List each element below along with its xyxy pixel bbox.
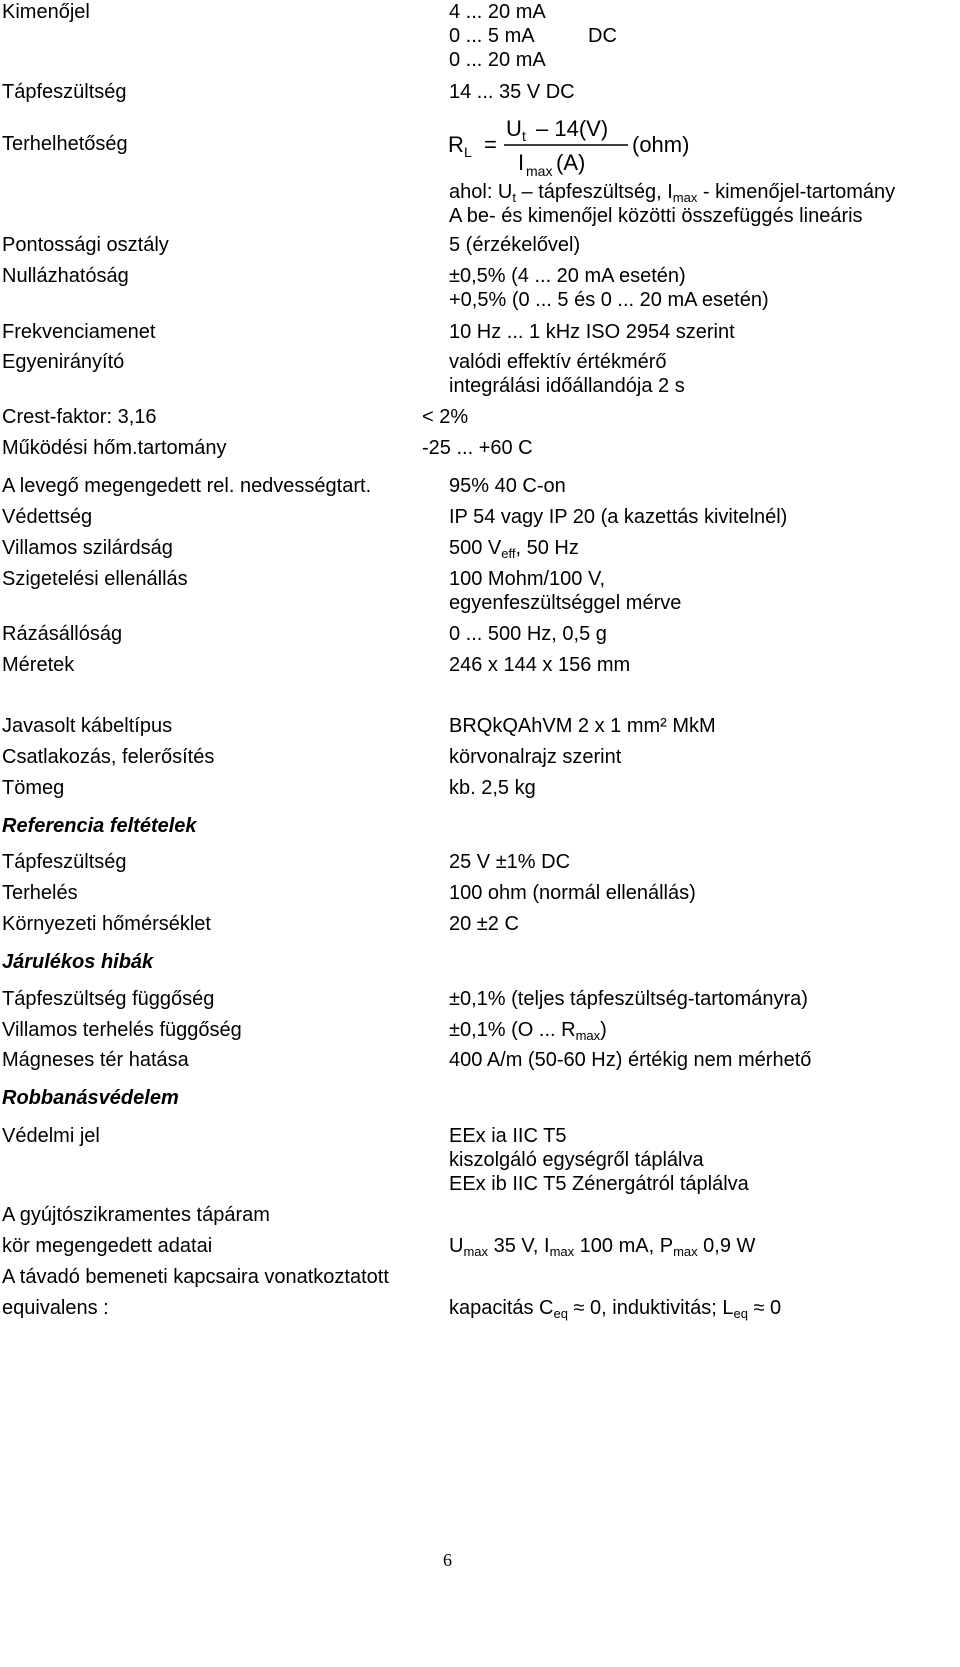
ref-temp-label: Környezeti hőmérséklet xyxy=(2,913,211,935)
formula-unit: (ohm) xyxy=(632,132,690,157)
load-note-2: A be- és kimenőjel közötti összefüggés lineáris xyxy=(449,205,863,227)
protection-mark-value-1: EEx ia IIC T5 xyxy=(449,1125,567,1147)
dielectric-strength-label: Villamos szilárdság xyxy=(2,537,173,559)
protection-mark-label: Védelmi jel xyxy=(2,1125,100,1147)
dielectric-strength-value: 500 $V_{eff}$, 50 Hz xyxy=(449,537,579,561)
explosion-protection-heading: Robbanásvédelem xyxy=(2,1087,179,1109)
formula-num-rest: – 14(V) xyxy=(536,116,609,141)
accuracy-class-label: Pontossági osztály xyxy=(2,234,169,256)
dimensions-label: Méretek xyxy=(2,654,75,676)
zeroing-value-2: +0,5% (0 ... 5 és 0 ... 20 mA esetén) xyxy=(449,289,769,311)
intrinsic-safety-label-2: kör megengedett adatai xyxy=(2,1235,213,1257)
load-dependency-value: ±0,1% (O ... $R_{max}$) xyxy=(449,1019,607,1043)
formula-lhs: R xyxy=(448,132,464,157)
page-number: 6 xyxy=(443,1550,452,1570)
formula-eq: = xyxy=(484,132,497,157)
ref-load-label: Terhelés xyxy=(2,882,78,904)
load-note-1: ahol: $U_t$ – tápfeszültség, $I_{max}$ - kimenőjel-tartomány xyxy=(449,181,896,205)
output-signal-value-2: 0 ... 5 mA xyxy=(449,25,535,47)
rectifier-value-2: integrálási időállandója 2 s xyxy=(449,375,685,397)
load-dependency-label: Villamos terhelés függőség xyxy=(2,1019,242,1041)
magnetic-field-label: Mágneses tér hatása xyxy=(2,1049,189,1071)
intrinsic-safety-value: $U_{max}$ 35 V, $I_{max}$ 100 mA, $P_{max}$ 0,9 W xyxy=(449,1235,756,1259)
equivalent-value: kapacitás $C_{eq} \approx 0$, induktivitás; $L_{eq} \approx 0$ xyxy=(449,1297,782,1321)
accuracy-class-value: 5 (érzékelővel) xyxy=(449,234,581,256)
insulation-value-1: 100 Mohm/100 V, xyxy=(449,568,606,590)
formula-num: U xyxy=(506,116,522,141)
cable-type-value: BRQkQAhVM 2 x 1 mm² MkM xyxy=(449,715,716,737)
output-signal-dc: DC xyxy=(588,25,617,47)
connection-value: körvonalrajz szerint xyxy=(449,746,622,768)
output-signal-label: Kimenőjel xyxy=(2,1,90,23)
load-capacity-label: Terhelhetőség xyxy=(2,133,128,155)
connection-label: Csatlakozás, felerősítés xyxy=(2,746,215,768)
zeroing-label: Nullázhatóság xyxy=(2,265,129,287)
protection-value: IP 54 vagy IP 20 (a kazettás kivitelnél) xyxy=(449,506,788,528)
operating-temp-value: -25 ... +60 C xyxy=(422,437,533,459)
weight-label: Tömeg xyxy=(2,777,65,799)
rectifier-value-1: valódi effektív értékmérő xyxy=(449,351,667,373)
protection-label: Védettség xyxy=(2,506,93,528)
zeroing-value-1: ±0,5% (4 ... 20 mA esetén) xyxy=(449,265,686,287)
output-signal-value-3: 0 ... 20 mA xyxy=(449,49,546,71)
additional-errors-heading: Járulékos hibák xyxy=(2,951,154,973)
ref-supply-value: 25 V ±1% DC xyxy=(449,851,571,873)
humidity-label: A levegő megengedett rel. nedvességtart. xyxy=(2,475,372,497)
intrinsic-safety-label-1: A gyújtószikramentes tápáram xyxy=(2,1204,270,1226)
transmitter-input-label: A távadó bemeneti kapcsaira vonatkoztatott xyxy=(2,1266,389,1288)
frequency-response-value: 10 Hz ... 1 kHz ISO 2954 szerint xyxy=(449,321,735,343)
supply-dependency-value: ±0,1% (teljes tápfeszültség-tartományra) xyxy=(449,988,808,1010)
insulation-label: Szigetelési ellenállás xyxy=(2,568,188,590)
ref-temp-value: 20 ±2 C xyxy=(449,913,519,935)
vibration-label: Rázásállóság xyxy=(2,623,123,645)
crest-factor-value: < 2% xyxy=(422,406,469,428)
supply-dependency-label: Tápfeszültség függőség xyxy=(2,988,215,1010)
cable-type-label: Javasolt kábeltípus xyxy=(2,715,173,737)
humidity-value: 95% 40 C-on xyxy=(449,475,566,497)
supply-voltage-label: Tápfeszültség xyxy=(2,81,127,103)
magnetic-field-value: 400 A/m (50-60 Hz) értékig nem mérhető xyxy=(449,1049,812,1071)
protection-mark-value-3: EEx ib IIC T5 Zénergátról táplálva xyxy=(449,1173,749,1195)
frequency-response-label: Frekvenciamenet xyxy=(2,321,156,343)
rectifier-label: Egyenirányító xyxy=(2,351,125,373)
ref-load-value: 100 ohm (normál ellenállás) xyxy=(449,882,696,904)
insulation-value-2: egyenfeszültséggel mérve xyxy=(449,592,682,614)
equivalent-label: equivalens : xyxy=(2,1297,109,1319)
reference-conditions-heading: Referencia feltételek xyxy=(2,815,197,837)
load-resistance-formula xyxy=(446,116,706,182)
crest-factor-label: Crest-faktor: 3,16 xyxy=(2,406,157,428)
formula-lhs-sub: L xyxy=(464,144,472,160)
formula-num-sub: t xyxy=(522,128,526,144)
supply-voltage-value: 14 ... 35 V DC xyxy=(449,81,575,103)
operating-temp-label: Működési hőm.tartomány xyxy=(2,437,227,459)
dimensions-value: 246 x 144 x 156 mm xyxy=(449,654,631,676)
formula-den: I xyxy=(518,150,525,175)
formula-den-rest: (A) xyxy=(556,150,586,175)
vibration-value: 0 ... 500 Hz, 0,5 g xyxy=(449,623,607,645)
formula-den-sub: max xyxy=(526,163,553,179)
weight-value: kb. 2,5 kg xyxy=(449,777,536,799)
protection-mark-value-2: kiszolgáló egységről táplálva xyxy=(449,1149,704,1171)
ref-supply-label: Tápfeszültség xyxy=(2,851,127,873)
output-signal-value-1: 4 ... 20 mA xyxy=(449,1,546,23)
